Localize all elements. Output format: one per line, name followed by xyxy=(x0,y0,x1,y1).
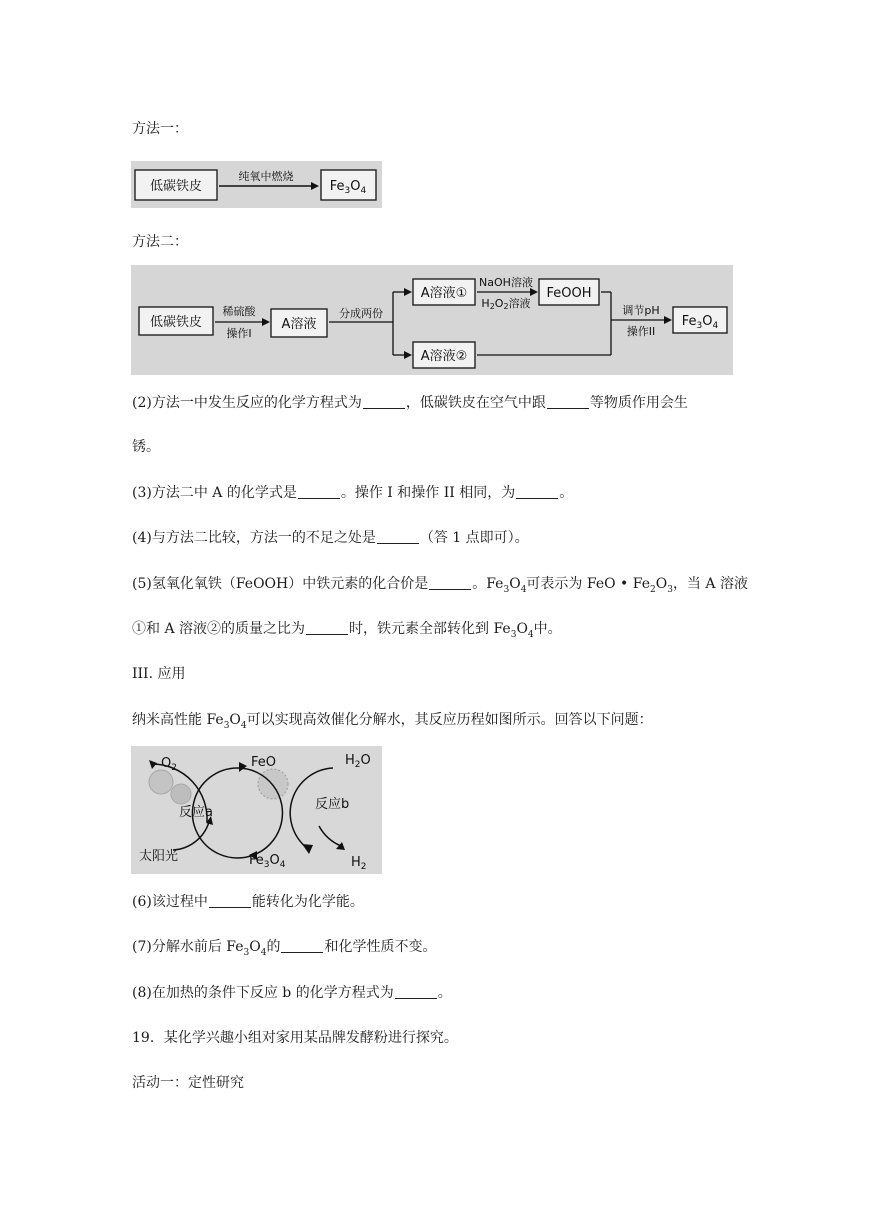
method2-start-label: 低碳铁皮 xyxy=(149,315,203,330)
method1-diagram xyxy=(131,161,382,208)
answer-blank[interactable] xyxy=(516,485,558,499)
cycle-h2o: $H_2O$ xyxy=(345,753,371,770)
question-5-cont: ①和 A 溶液②的质量之比为 时，铁元素全部转化到 $Fe_3O_4$中。 xyxy=(132,621,562,640)
cycle-reaction-b: 反应b xyxy=(315,797,350,812)
answer-blank[interactable] xyxy=(395,985,437,999)
question-5: (5)氢氧化氧铁（FeOOH）中铁元素的化合价是 。$Fe_3O_4$可表示为 FeO • $Fe_2O_3$，当 A 溶液 xyxy=(132,576,748,595)
method2-diagram xyxy=(131,265,733,375)
question-19: 19．某化学兴趣小组对家用某品牌发酵粉进行探究。 xyxy=(132,1030,458,1046)
question-6: (6)该过程中 能转化为化学能。 xyxy=(132,894,364,910)
method2-heading: 方法二： xyxy=(132,234,188,250)
method2-arrow1-bottom: 操作I xyxy=(226,327,252,340)
cycle-o2: $O_2$ xyxy=(161,756,177,773)
question-8: (8)在加热的条件下反应 b 的化学方程式为 。 xyxy=(132,985,452,1001)
method2-branch1-label: A溶液① xyxy=(420,286,468,301)
answer-blank[interactable] xyxy=(306,621,348,635)
question-2: (2)方法一中发生反应的化学方程式为 ，低碳铁皮在空气中跟 等物质作用会生 xyxy=(132,395,688,411)
cycle-h2: $H_2$ xyxy=(351,855,367,872)
method2-branch2-label: A溶液② xyxy=(420,349,468,364)
cycle-sunlight: 太阳光 xyxy=(139,849,179,864)
method2-arrow2-bottom: H2O2溶液 xyxy=(481,297,531,311)
section-intro: 纳米高性能 $Fe_3O_4$可以实现高效催化分解水，其反应历程如图所示。回答以下问题： xyxy=(132,712,653,731)
answer-blank[interactable] xyxy=(298,485,340,499)
method1-end-label: $Fe_3O_4$ xyxy=(329,179,367,196)
question-3: (3)方法二中 A 的化学式是 。操作 I 和操作 II 相同，为 。 xyxy=(132,485,574,501)
cycle-reaction-a: 反应a xyxy=(179,805,213,820)
method1-arrow-label: 纯氧中燃烧 xyxy=(238,170,294,183)
section-heading: III. 应用 xyxy=(132,666,186,682)
cycle-fe3o4: $Fe_3O_4$ xyxy=(249,853,286,870)
method2-mid-label: A溶液 xyxy=(281,317,317,332)
answer-blank[interactable] xyxy=(281,939,323,953)
method1-heading: 方法一： xyxy=(132,121,188,137)
cycle-feo: FeO xyxy=(251,755,276,770)
question-2-cont: 锈。 xyxy=(132,439,160,455)
method2-arrow3-top: 调节pH xyxy=(622,304,660,317)
method2-arrow1-top: 稀硫酸 xyxy=(222,305,256,318)
method1-start-label: 低碳铁皮 xyxy=(149,179,203,194)
answer-blank[interactable] xyxy=(429,576,471,590)
answer-blank[interactable] xyxy=(547,395,589,409)
question-7: (7)分解水前后 $Fe_3O_4$的 和化学性质不变。 xyxy=(132,939,437,958)
activity-heading: 活动一：定性研究 xyxy=(132,1075,244,1091)
method2-intermediate-label: FeOOH xyxy=(546,286,592,301)
answer-blank[interactable] xyxy=(363,395,405,409)
method2-end-label: $Fe_3O_4$ xyxy=(681,314,719,331)
method2-split-label: 分成两份 xyxy=(339,307,383,320)
question-4: (4)与方法二比较，方法一的不足之处是 （答 1 点即可）。 xyxy=(132,530,529,546)
cycle-diagram xyxy=(131,746,382,874)
answer-blank[interactable] xyxy=(377,530,419,544)
method2-arrow3-bottom: 操作II xyxy=(626,325,656,338)
method2-arrow2-top: NaOH溶液 xyxy=(479,276,533,289)
answer-blank[interactable] xyxy=(209,894,251,908)
